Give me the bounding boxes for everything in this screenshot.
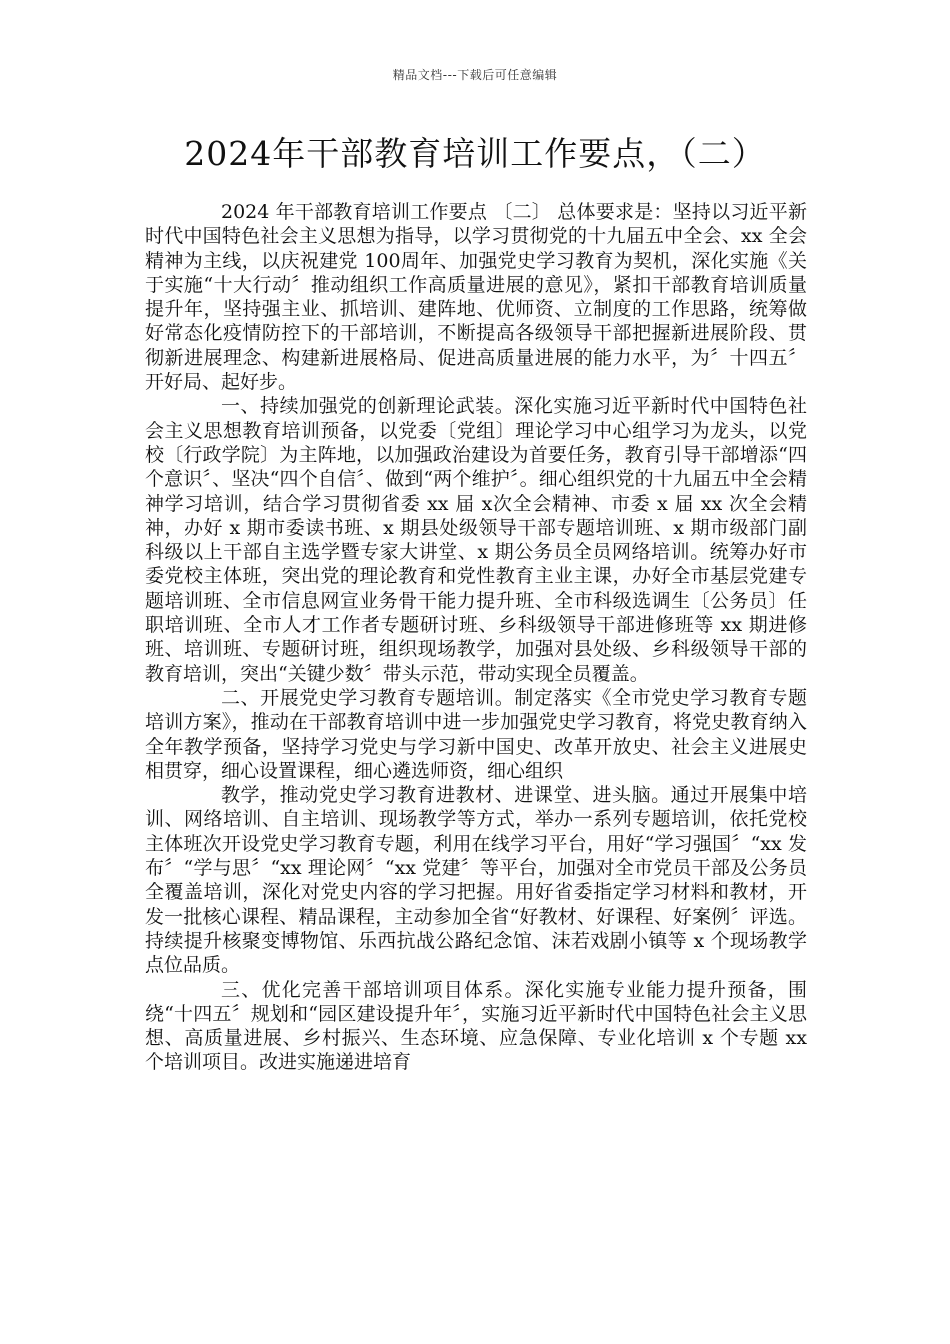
document-body <box>145 200 807 1075</box>
paragraph-section-2: 二、开展党史学习教育专题培训。制定落实《全市党史学习教育专题培训方案》，推动在干部教育培训中进一步加强党史学习教育，将党史教育纳入全年教学预备，坚持学习党史与学习新中国史、改革开放史、社会主义进展史相贯穿，细心设置课程，细心遴选师资，细心组织 <box>145 686 807 782</box>
paragraph-section-2-continued: 教学，推动党史学习教育进教材、进课堂、进头脑。通过开展集中培训、网络培训、自主培训、现场教学等方式，举办一系列专题培训，依托党校主体班次开设党史学习教育专题，利用在线学习平台，用好“学习强国〞“xx 发布〞“学与思〞“xx 理论网〞“xx 党建〞等平台，加强对全市党员干部及公务员全覆盖培训，深化对党史内容的学习把握。用好省委指定学习材料和教材，开发一批核心课程、精品课程，主动参加全省“好教材、好课程、好案例〞评选。持续提升核聚变博物馆、乐西抗战公路纪念馆、沫若戏剧小镇等 x 个现场教学点位品质。 <box>145 784 807 977</box>
paragraph-section-3: 三、优化完善干部培训项目体系。深化实施专业能力提升预备，围绕“十四五〞规划和“园区建设提升年〞，实施习近平新时代中国特色社会主义思想、高质量进展、乡村振兴、生态环境、应急保障、专业化培训 x 个专题 xx 个培训项目。改进实施递进培育 <box>145 978 807 1074</box>
document-title: 2024年干部教育培训工作要点，（二） <box>184 134 766 173</box>
header-note: 精品文档---下载后可任意编辑 <box>392 68 558 82</box>
paragraph-overview: 2024 年干部教育培训工作要点 〔二〕 总体要求是：坚持以习近平新时代中国特色社会主义思想为指导，以学习贯彻党的十九届五中全会、xx 全会精神为主线，以庆祝建党 100周年、加强党史学习教育为契机，深化实施《关于实施“十大行动〞推动组织工作高质量进展的意见》，紧扣干部教育培训质量提升年，坚持强主业、抓培训、建阵地、优师资、立制度的工作思路，统筹做好常态化疫情防控下的干部培训，不断提高各级领导干部把握新进展阶段、贯彻新进展理念、构建新进展格局、促进高质量进展的能力水平，为〞十四五〞开好局、起好步。 <box>145 201 807 394</box>
paragraph-section-1: 一、持续加强党的创新理论武装。深化实施习近平新时代中国特色社会主义思想教育培训预备，以党委〔党组〕理论学习中心组学习为龙头，以党校〔行政学院〕为主阵地，以加强政治建设为首要任务，教育引导干部增添“四个意识〞、坚决“四个自信〞、做到“两个维护〞。细心组织党的十九届五中全会精神学习培训，结合学习贯彻省委 xx 届 x次全会精神、市委 x 届 xx 次全会精神，办好 x 期市委读书班、x 期县处级领导干部专题培训班、x 期市级部门副科级以上干部自主选学暨专家大讲堂、x 期公务员全员网络培训。统筹办好市委党校主体班，突出党的理论教育和党性教育主业主课，办好全市基层党建专题培训班、全市信息网宣业务骨干能力提升班、全市科级选调生〔公务员〕任职培训班、全市人才工作者专题研讨班、乡科级领导干部进修班等 xx 期进修班、培训班、专题研讨班，组织现场教学，加强对县处级、乡科级领导干部的教育培训，突出“关键少数〞带头示范，带动实现全员覆盖。 <box>145 395 807 685</box>
